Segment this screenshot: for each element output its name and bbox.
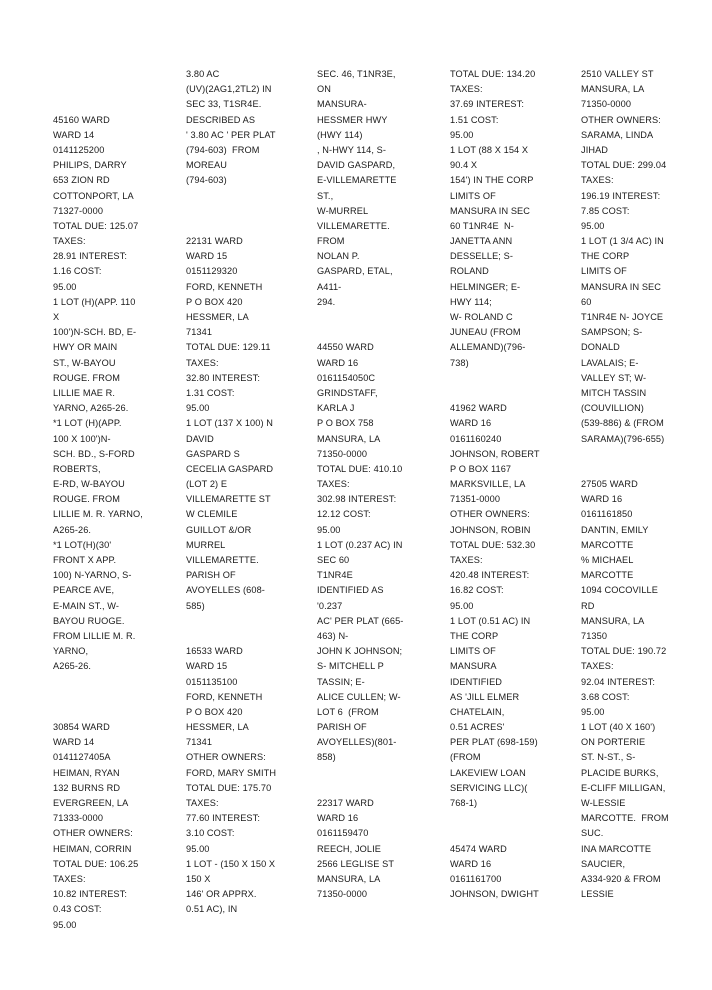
text-line: , N-HWY 114, S-: [317, 144, 387, 155]
text-line: 95.00: [450, 600, 474, 611]
text-line: LILLIE M. R. YARNO,: [53, 509, 143, 520]
text-line: AC' PER PLAT (665-: [317, 615, 404, 626]
text-line: E-VILLEMARETTE: [317, 175, 397, 186]
text-line: CHATELAIN,: [450, 706, 505, 717]
text-line: ' 3.80 AC ' PER PLAT: [186, 129, 276, 140]
text-line: 0151129320: [186, 266, 238, 277]
text-line: TOTAL DUE: 125.07: [53, 220, 139, 231]
text-line: MANSURA, LA: [581, 84, 645, 95]
text-line: INA MARCOTTE: [581, 843, 652, 854]
text-line: TAXES:: [317, 479, 350, 490]
text-line: REECH, JOLIE: [317, 843, 381, 854]
text-line: 71351-0000: [450, 494, 501, 505]
text-line: P O BOX 420: [186, 706, 243, 717]
text-line: MANSURA: [450, 661, 497, 672]
text-line: '0.237: [317, 600, 343, 611]
text-line: (794-603) FROM: [186, 144, 260, 155]
text-line: 0.51 ACRES': [450, 722, 505, 733]
text-line: MARCOTTE: [581, 570, 634, 581]
text-line: PHILIPS, DARRY: [53, 160, 127, 171]
text-line: [450, 371, 540, 386]
text-line: OTHER OWNERS:: [581, 114, 661, 125]
text-line: JOHNSON, ROBERT: [450, 448, 540, 459]
text-line: X: [53, 312, 60, 322]
text-line: 60: [581, 296, 592, 307]
text-line: HESSMER, LA: [186, 722, 249, 733]
text-line: IDENTIFIED: [450, 676, 503, 687]
text-line: 10.82 INTEREST:: [53, 889, 128, 900]
text-line: WARD 15: [186, 251, 228, 262]
text-line: 463) N-: [317, 630, 349, 641]
text-line: 0141127405A: [53, 752, 111, 763]
text-line: DONALD: [581, 342, 620, 353]
text-line: WARD 14: [53, 129, 95, 140]
text-line: [186, 219, 276, 234]
text-line: (LOT 2) E: [186, 479, 228, 490]
text-line: 95.00: [581, 706, 605, 717]
text-line: CECELIA GASPARD: [186, 463, 274, 474]
text-line: 71350-0000: [317, 448, 368, 459]
text-line: TOTAL DUE: 532.30: [450, 539, 536, 550]
text-line: PEARCE AVE,: [53, 585, 115, 596]
text-line: 28.91 INTEREST:: [53, 251, 128, 262]
text-line: *1 LOT (H)(APP.: [53, 418, 122, 429]
text-line: 1 LOT (0.237 AC) IN: [317, 539, 403, 550]
text-line: VILLEMARETTE.: [186, 555, 259, 565]
text-line: 0161160240: [450, 433, 502, 444]
text-line: [450, 826, 540, 841]
text-line: FROM LILLIE M. R.: [53, 630, 136, 641]
text-line: 12.12 COST:: [317, 509, 371, 520]
text-line: TOTAL DUE: 299.04: [581, 160, 667, 171]
text-line: % MICHAEL: [581, 555, 634, 565]
text-line: ROUGE. FROM: [53, 494, 120, 505]
text-line: SEC 33, T1SR4E.: [186, 99, 262, 110]
text-line: [186, 614, 276, 629]
text-line: 22317 WARD: [317, 798, 374, 808]
text-line: BAYOU RUOGE.: [53, 615, 125, 626]
text-line: PLACIDE BURKS,: [581, 767, 659, 778]
text-line: GRINDSTAFF,: [317, 387, 378, 398]
text-line: W- ROLAND C: [450, 312, 513, 322]
text-line: 3.68 COST:: [581, 691, 630, 702]
text-line: 95.00: [53, 919, 77, 930]
text-line: 1 LOT (137 X 100) N: [186, 418, 274, 429]
text-column-2: [186, 67, 276, 918]
text-line: E-CLIFF MILLIGAN,: [581, 782, 666, 793]
text-line: FROM: [317, 236, 345, 247]
text-line: E-MAIN ST., W-: [53, 600, 120, 611]
text-line: OTHER OWNERS:: [53, 828, 133, 839]
text-line: 71341: [186, 737, 213, 748]
text-line: [53, 675, 143, 690]
text-line: LIMITS OF: [581, 266, 627, 277]
text-line: 95.00: [581, 220, 605, 231]
text-line: 16.82 COST:: [450, 585, 504, 596]
text-line: 146' OR APPRX.: [186, 889, 257, 900]
text-line: TOTAL DUE: 129.11: [186, 342, 271, 353]
text-line: [450, 811, 540, 826]
text-line: ST., W-BAYOU: [53, 357, 116, 368]
text-line: 1 LOT - (150 X 150 X: [186, 858, 276, 869]
text-line: KARLA J: [317, 403, 355, 414]
text-line: AS 'JILL ELMER: [450, 691, 520, 702]
text-line: 100')N-SCH. BD, E-: [53, 327, 137, 338]
text-line: MURREL: [186, 539, 226, 550]
text-line: MARCOTTE: [581, 539, 634, 550]
text-line: [317, 766, 403, 781]
text-line: 0151135100: [186, 676, 238, 687]
text-column-4: [450, 67, 540, 902]
text-line: VILLEMARETTE.: [317, 220, 390, 231]
text-line: 738): [450, 357, 469, 368]
text-line: TAXES:: [53, 236, 86, 247]
text-line: 90.4 X: [450, 160, 478, 171]
text-line: 302.98 INTEREST:: [317, 494, 397, 505]
text-line: TAXES:: [450, 555, 483, 565]
text-line: MITCH TASSIN: [581, 387, 647, 398]
text-line: GASPARD, ETAL,: [317, 266, 393, 277]
text-column-3: [317, 67, 403, 902]
text-line: DAVID: [186, 433, 214, 444]
text-line: JANETTA ANN: [450, 236, 513, 247]
text-line: 71327-0000: [53, 205, 104, 216]
text-column-1: [53, 67, 143, 933]
text-line: THE CORP: [581, 251, 630, 262]
text-line: SCH. BD., S-FORD: [53, 448, 135, 459]
text-line: 71350: [581, 630, 608, 641]
text-line: P O BOX 758: [317, 418, 374, 429]
text-line: DAVID GASPARD,: [317, 160, 396, 171]
text-line: 95.00: [53, 281, 77, 292]
text-line: LAKEVIEW LOAN: [450, 767, 526, 778]
text-line: THE CORP: [450, 630, 499, 641]
text-line: 44550 WARD: [317, 342, 374, 353]
text-line: 0.51 AC), IN: [186, 904, 238, 915]
text-line: SEC. 46, T1NR3E,: [317, 69, 396, 79]
text-line: TOTAL DUE: 410.10: [317, 463, 403, 474]
text-line: 95.00: [186, 403, 210, 414]
text-line: S- MITCHELL P: [317, 661, 384, 672]
text-line: ROUGE. FROM: [53, 372, 120, 383]
text-line: PARISH OF: [186, 570, 236, 581]
text-line: ST. N-ST., S-: [581, 752, 636, 763]
text-line: 30854 WARD: [53, 722, 110, 733]
text-line: LAVALAIS; E-: [581, 357, 639, 368]
text-line: (FROM: [450, 752, 481, 763]
text-line: 0161161850: [581, 509, 633, 520]
text-line: WARD 15: [186, 661, 228, 672]
text-line: HESSMER, LA: [186, 312, 249, 322]
text-line: A334-920 & FROM: [581, 873, 661, 884]
text-line: DESCRIBED AS: [186, 114, 256, 125]
text-line: 0161159470: [317, 828, 369, 839]
text-line: 60 T1NR4E N-: [450, 220, 514, 231]
text-line: [317, 781, 403, 796]
text-line: 132 BURNS RD: [53, 782, 121, 793]
text-line: 45474 WARD: [450, 843, 507, 854]
text-line: RD: [581, 600, 595, 611]
text-line: [53, 690, 143, 705]
text-line: 7.85 COST:: [581, 205, 630, 216]
text-line: ON: [317, 84, 331, 95]
text-line: YARNO,: [53, 646, 89, 657]
text-line: TOTAL DUE: 190.72: [581, 646, 667, 657]
text-line: 27505 WARD: [581, 479, 638, 490]
text-line: WARD 16: [450, 858, 492, 869]
text-line: 71333-0000: [53, 813, 104, 824]
text-line: MANSURA IN SEC: [581, 281, 662, 292]
text-line: 0.43 COST:: [53, 904, 102, 915]
text-line: EVERGREEN, LA: [53, 798, 129, 808]
text-line: LOT 6 (FROM: [317, 706, 379, 717]
text-line: (539-886) & (FROM: [581, 418, 664, 429]
text-line: JIHAD: [581, 144, 609, 155]
text-line: SEC 60: [317, 555, 350, 565]
text-line: JUNEAU (FROM: [450, 327, 521, 338]
text-line: SARAMA, LINDA: [581, 129, 654, 140]
text-line: TAXES:: [53, 873, 86, 884]
text-line: TAXES:: [581, 175, 614, 186]
text-line: ALICE CULLEN; W-: [317, 691, 401, 702]
text-line: *1 LOT(H)(30': [53, 539, 112, 550]
text-line: OTHER OWNERS:: [450, 509, 530, 520]
text-line: 71350-0000: [581, 99, 632, 110]
text-line: LIMITS OF: [450, 190, 496, 201]
text-line: AVOYELLES)(801-: [317, 737, 397, 748]
text-line: PARISH OF: [317, 722, 367, 733]
text-line: LILLIE MAE R.: [53, 387, 116, 398]
text-line: W CLEMILE: [186, 509, 238, 520]
text-line: E-RD, W-BAYOU: [53, 479, 125, 490]
text-line: DANTIN, EMILY: [581, 524, 649, 535]
text-line: TAXES:: [450, 84, 483, 95]
text-line: VILLEMARETTE ST: [186, 494, 271, 505]
text-line: JOHNSON, DWIGHT: [450, 889, 539, 900]
text-line: 150 X: [186, 873, 211, 884]
text-line: HWY OR MAIN: [53, 342, 118, 353]
text-line: 1 LOT (1 3/4 AC) IN: [581, 236, 664, 247]
text-line: 45160 WARD: [53, 114, 110, 125]
text-line: AVOYELLES (608-: [186, 585, 265, 596]
text-line: SUC.: [581, 828, 604, 839]
text-line: 0161154050C: [317, 372, 376, 383]
text-line: MARKSVILLE, LA: [450, 479, 526, 490]
text-line: IDENTIFIED AS: [317, 585, 384, 596]
text-line: [581, 462, 669, 477]
text-line: 22131 WARD: [186, 236, 243, 247]
text-line: 100 X 100')N-: [53, 433, 111, 444]
text-line: SERVICING LLC)(: [450, 782, 528, 793]
text-line: SARAMA)(796-655): [581, 433, 665, 444]
text-line: 154') IN THE CORP: [450, 175, 534, 186]
text-line: SAMPSON; S-: [581, 327, 643, 338]
text-line: 0161161700: [450, 873, 502, 884]
text-line: [53, 82, 143, 97]
text-line: MANSURA, LA: [317, 433, 381, 444]
text-line: 1.51 COST:: [450, 114, 499, 125]
text-line: MANSURA-: [317, 99, 367, 110]
text-line: HELMINGER; E-: [450, 281, 521, 292]
text-line: GASPARD S: [186, 448, 240, 459]
text-line: A265-26.: [53, 524, 92, 535]
text-line: [53, 97, 143, 112]
text-line: [186, 204, 276, 219]
text-line: (HWY 114): [317, 129, 363, 140]
text-column-5: [581, 67, 669, 902]
text-line: JOHNSON, ROBIN: [450, 524, 531, 535]
text-line: 420.48 INTEREST:: [450, 570, 530, 581]
text-line: 1 LOT (88 X 154 X: [450, 144, 529, 155]
text-line: 41962 WARD: [450, 403, 507, 414]
text-line: 100) N-YARNO, S-: [53, 570, 132, 581]
text-line: FORD, KENNETH: [186, 691, 263, 702]
text-line: WARD 16: [581, 494, 623, 505]
text-line: OTHER OWNERS:: [186, 752, 266, 763]
text-line: LIMITS OF: [450, 646, 496, 657]
text-line: W-MURREL: [317, 205, 369, 216]
text-line: 95.00: [450, 129, 474, 140]
text-line: HEIMAN, RYAN: [53, 767, 120, 778]
text-line: P O BOX 420: [186, 296, 243, 307]
text-line: 1 LOT (0.51 AC) IN: [450, 615, 531, 626]
text-line: WARD 16: [317, 813, 359, 824]
text-line: MANSURA, LA: [317, 873, 381, 884]
text-line: A411-: [317, 281, 342, 292]
text-line: [581, 447, 669, 462]
text-line: A265-26.: [53, 661, 92, 672]
text-line: 1094 COCOVILLE: [581, 585, 658, 596]
text-line: 1 LOT (40 X 160'): [581, 722, 656, 733]
text-line: TAXES:: [581, 661, 614, 672]
text-line: [450, 386, 540, 401]
text-line: WARD 16: [317, 357, 359, 368]
text-line: [53, 67, 143, 82]
text-line: MANSURA, LA: [581, 615, 645, 626]
text-line: TOTAL DUE: 134.20: [450, 69, 536, 79]
text-line: YARNO, A265-26.: [53, 403, 129, 414]
text-line: SAUCIER,: [581, 858, 626, 869]
text-line: FORD, KENNETH: [186, 281, 263, 292]
text-line: 71341: [186, 327, 213, 338]
text-line: VALLEY ST; W-: [581, 372, 647, 383]
text-line: 16533 WARD: [186, 646, 243, 657]
text-line: ROBERTS,: [53, 463, 101, 474]
text-line: [317, 325, 403, 340]
text-line: T1NR4E N- JOYCE: [581, 312, 664, 322]
text-line: T1NR4E: [317, 570, 353, 581]
text-line: GUILLOT &/OR: [186, 524, 252, 535]
text-line: MOREAU: [186, 160, 227, 171]
text-line: ST.,: [317, 190, 334, 201]
text-line: MANSURA IN SEC: [450, 205, 531, 216]
text-line: LESSIE: [581, 889, 614, 900]
text-line: TAXES:: [186, 798, 219, 808]
text-line: 77.60 INTEREST:: [186, 813, 261, 824]
text-line: 37.69 INTEREST:: [450, 99, 525, 110]
text-line: 92.04 INTEREST:: [581, 676, 656, 687]
text-line: ROLAND: [450, 266, 489, 277]
text-line: (COUVILLION): [581, 403, 644, 414]
text-line: 768-1): [450, 798, 478, 808]
text-line: MARCOTTE. FROM: [581, 813, 669, 824]
text-line: JOHN K JOHNSON;: [317, 646, 403, 657]
text-line: 1.31 COST:: [186, 387, 235, 398]
text-line: [317, 310, 403, 325]
text-line: P O BOX 1167: [450, 463, 512, 474]
text-line: (794-603): [186, 175, 227, 186]
text-line: W-LESSIE: [581, 798, 626, 808]
text-line: 1 LOT (H)(APP. 110: [53, 296, 136, 307]
text-line: 0141125200: [53, 144, 105, 155]
text-line: 3.10 COST:: [186, 828, 235, 839]
text-line: 2566 LEGLISE ST: [317, 858, 395, 869]
text-line: 95.00: [317, 524, 341, 535]
text-line: TASSIN; E-: [317, 676, 365, 687]
text-line: TOTAL DUE: 106.25: [53, 858, 139, 869]
text-line: PER PLAT (698-159): [450, 737, 538, 748]
text-line: HEIMAN, CORRIN: [53, 843, 132, 854]
text-line: 196.19 INTEREST:: [581, 190, 661, 201]
text-line: [53, 705, 143, 720]
text-line: TOTAL DUE: 175.70: [186, 782, 272, 793]
text-line: ON PORTERIE: [581, 737, 646, 748]
text-line: HWY 114;: [450, 296, 492, 307]
text-line: 294.: [317, 296, 336, 307]
text-line: 32.80 INTEREST:: [186, 372, 261, 383]
text-line: 1.16 COST:: [53, 266, 102, 277]
text-line: 2510 VALLEY ST: [581, 69, 654, 79]
text-line: 858): [317, 752, 336, 763]
text-line: WARD 16: [450, 418, 492, 429]
text-line: FRONT X APP.: [53, 555, 117, 565]
text-line: 71350-0000: [317, 889, 368, 900]
text-line: 95.00: [186, 843, 210, 854]
text-line: 585): [186, 600, 205, 611]
text-line: DESSELLE; S-: [450, 251, 513, 262]
text-line: 653 ZION RD: [53, 175, 110, 186]
text-line: ALLEMAND)(796-: [450, 342, 526, 353]
text-line: FORD, MARY SMITH: [186, 767, 277, 778]
text-line: [186, 189, 276, 204]
text-line: NOLAN P.: [317, 251, 360, 262]
text-line: TAXES:: [186, 357, 219, 368]
text-line: HESSMER HWY: [317, 114, 388, 125]
text-line: (UV)(2AG1,2TL2) IN: [186, 84, 272, 95]
text-line: 3.80 AC: [186, 69, 220, 79]
text-line: WARD 14: [53, 737, 95, 748]
text-line: [186, 629, 276, 644]
text-line: COTTONPORT, LA: [53, 190, 134, 201]
